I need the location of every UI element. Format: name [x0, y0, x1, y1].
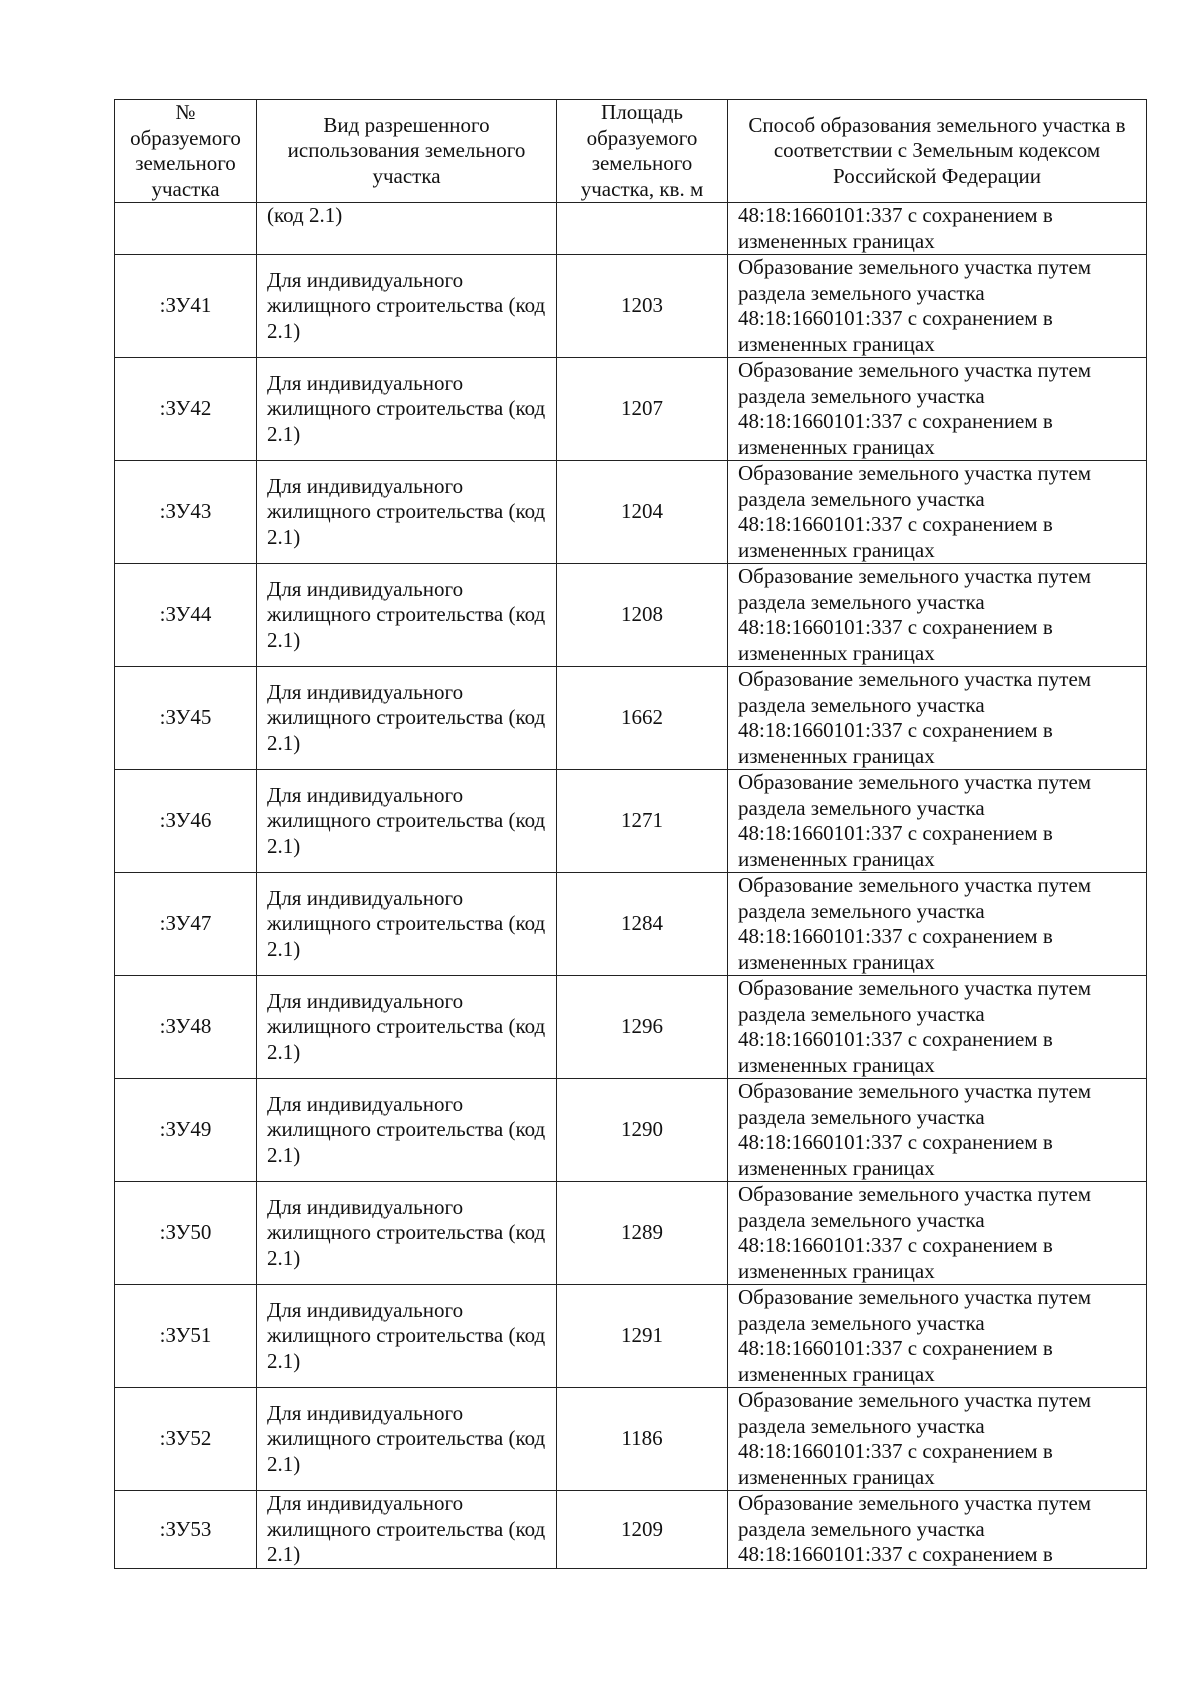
plot-number-cell: :ЗУ45 — [115, 667, 257, 770]
permitted-use-cell: Для индивидуального жилищного строительства (код 2.1) — [257, 461, 557, 564]
header-plot-number: № образуемого земельного участка — [115, 100, 257, 203]
area-cell: 1284 — [557, 873, 728, 976]
table-row — [115, 564, 1147, 667]
permitted-use-cell: Для индивидуального жилищного строительства (код 2.1) — [257, 770, 557, 873]
table-row-continuation — [115, 203, 1147, 255]
permitted-use-cell: Для индивидуального жилищного строительства (код 2.1) — [257, 976, 557, 1079]
table-row — [115, 873, 1147, 976]
plot-number-cell: :ЗУ44 — [115, 564, 257, 667]
table-row — [115, 255, 1147, 358]
permitted-use-cell: Для индивидуального жилищного строительства (код 2.1) — [257, 255, 557, 358]
plot-number-cell: :ЗУ50 — [115, 1182, 257, 1285]
formation-method-cell: Образование земельного участка путем раздела земельного участка 48:18:1660101:337 с сохранением в измененных границах — [728, 1388, 1147, 1491]
land-plots-table — [114, 99, 1147, 1569]
area-cell: 1203 — [557, 255, 728, 358]
area-cell: 1289 — [557, 1182, 728, 1285]
permitted-use-cell: Для индивидуального жилищного строительства (код 2.1) — [257, 564, 557, 667]
formation-method-cell: Образование земельного участка путем раздела земельного участка 48:18:1660101:337 с сохранением в измененных границах — [728, 564, 1147, 667]
formation-method-cell: Образование земельного участка путем раздела земельного участка 48:18:1660101:337 с сохранением в — [728, 1491, 1147, 1569]
plot-number-cell: :ЗУ47 — [115, 873, 257, 976]
area-cell: 1207 — [557, 358, 728, 461]
plot-number-cell: :ЗУ51 — [115, 1285, 257, 1388]
permitted-use-cell: Для индивидуального жилищного строительства (код 2.1) — [257, 1182, 557, 1285]
table-row — [115, 461, 1147, 564]
formation-method-cell: Образование земельного участка путем раздела земельного участка 48:18:1660101:337 с сохранением в измененных границах — [728, 461, 1147, 564]
formation-method-cell: Образование земельного участка путем раздела земельного участка 48:18:1660101:337 с сохранением в измененных границах — [728, 770, 1147, 873]
table-row — [115, 1285, 1147, 1388]
permitted-use-cell: Для индивидуального жилищного строительства (код 2.1) — [257, 358, 557, 461]
formation-method-cell: Образование земельного участка путем раздела земельного участка 48:18:1660101:337 с сохранением в измененных границах — [728, 873, 1147, 976]
formation-method-cell: Образование земельного участка путем раздела земельного участка 48:18:1660101:337 с сохранением в измененных границах — [728, 667, 1147, 770]
permitted-use-cell: Для индивидуального жилищного строительства (код 2.1) — [257, 1285, 557, 1388]
formation-method-cell: Образование земельного участка путем раздела земельного участка 48:18:1660101:337 с сохранением в измененных границах — [728, 976, 1147, 1079]
plot-number-cell: :ЗУ42 — [115, 358, 257, 461]
table-row — [115, 770, 1147, 873]
formation-method-cell: Образование земельного участка путем раздела земельного участка 48:18:1660101:337 с сохранением в измененных границах — [728, 1079, 1147, 1182]
permitted-use-cell: Для индивидуального жилищного строительства (код 2.1) — [257, 1491, 557, 1569]
area-cell: 1208 — [557, 564, 728, 667]
header-formation-method: Способ образования земельного участка в соответствии с Земельным кодексом Российской Федерации — [728, 100, 1147, 203]
plot-number-cell: :ЗУ52 — [115, 1388, 257, 1491]
header-area: Площадь образуемого земельного участка, кв. м — [557, 100, 728, 203]
area-cell: 1291 — [557, 1285, 728, 1388]
area-cell: 1290 — [557, 1079, 728, 1182]
table-row — [115, 667, 1147, 770]
permitted-use-cell: Для индивидуального жилищного строительства (код 2.1) — [257, 1079, 557, 1182]
table-row — [115, 1491, 1147, 1569]
table-row — [115, 976, 1147, 1079]
permitted-use-cell: Для индивидуального жилищного строительства (код 2.1) — [257, 1388, 557, 1491]
permitted-use-cell: Для индивидуального жилищного строительства (код 2.1) — [257, 667, 557, 770]
area-cell: 1209 — [557, 1491, 728, 1569]
formation-method-cell: Образование земельного участка путем раздела земельного участка 48:18:1660101:337 с сохранением в измененных границах — [728, 358, 1147, 461]
plot-number-cell: :ЗУ53 — [115, 1491, 257, 1569]
permitted-use-cell: Для индивидуального жилищного строительства (код 2.1) — [257, 873, 557, 976]
formation-method-cell: 48:18:1660101:337 с сохранением в измененных границах — [728, 203, 1147, 255]
plot-number-cell: :ЗУ43 — [115, 461, 257, 564]
table-header-row — [115, 100, 1147, 203]
table-row — [115, 1388, 1147, 1491]
plot-number-cell: :ЗУ49 — [115, 1079, 257, 1182]
plot-number-cell: :ЗУ46 — [115, 770, 257, 873]
formation-method-cell: Образование земельного участка путем раздела земельного участка 48:18:1660101:337 с сохранением в измененных границах — [728, 255, 1147, 358]
formation-method-cell: Образование земельного участка путем раздела земельного участка 48:18:1660101:337 с сохранением в измененных границах — [728, 1182, 1147, 1285]
area-cell: 1662 — [557, 667, 728, 770]
plot-number-cell — [115, 203, 257, 255]
table-row — [115, 358, 1147, 461]
plot-number-cell: :ЗУ48 — [115, 976, 257, 1079]
plot-number-cell: :ЗУ41 — [115, 255, 257, 358]
header-permitted-use: Вид разрешенного использования земельного участка — [257, 100, 557, 203]
area-cell: 1204 — [557, 461, 728, 564]
table-row — [115, 1079, 1147, 1182]
area-cell: 1296 — [557, 976, 728, 1079]
permitted-use-cell: (код 2.1) — [257, 203, 557, 255]
formation-method-cell: Образование земельного участка путем раздела земельного участка 48:18:1660101:337 с сохранением в измененных границах — [728, 1285, 1147, 1388]
area-cell: 1186 — [557, 1388, 728, 1491]
area-cell — [557, 203, 728, 255]
table-row — [115, 1182, 1147, 1285]
area-cell: 1271 — [557, 770, 728, 873]
